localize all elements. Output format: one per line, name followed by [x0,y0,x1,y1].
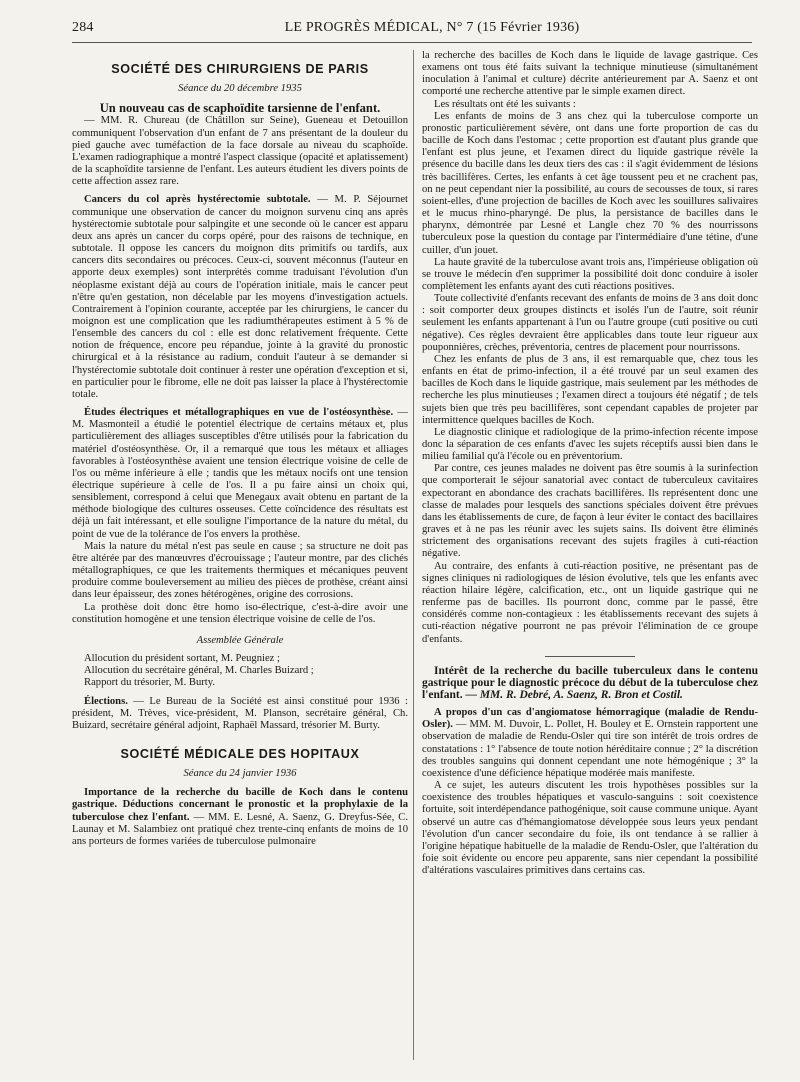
column-rule [413,50,414,1060]
session-date-1: Séance du 20 décembre 1935 [178,83,302,95]
article-body-cancers-col: — M. P. Séjournet communique une observation de cancer du moignon survenu cinq ans après hystérectomie subtotale pour salpingite et une seconde où le cancer est apparu deux ans après un cancer du corps opéré, pour des raisons de technique, en subtotale. Il oppose les cancers du moignon dits primitifs ou tardifs, aux cancers dits secondaires ou précoces. Ceux-ci, souvent méconnus (l'auteur en apporte deux exemples) sont interprétés comme traduisant l'évolution d'un néoplasme existant déjà au cours de l'opération initiale, mais le cancer peut n'être qu'en gestation, non décelable par les moyens d'investigation actuels. Contrairement à l'opinion courante, acceptée par les chirurgiens, le cancer du moignon est une complication que les radiumthérapeutes estiment à 5 % de l'ensemble des cancers du col : elle est donc relativement fréquente. Cette notion de fréquence, encore peu répandue, jointe à la gravité du pronostic chirurgical et à la résistance au radium, conduit l'auteur à se demander si l'hystérectomie subtotale doit continuer à rester une opération d'exception et si, en particulier pour le fibrome, elle ne doit pas laisser la place à l'hystérectomie totale. [72,194,408,400]
assembly-line-1: Allocution du président sortant, M. Peugniez ; [84,653,280,665]
article-body-osteosynthese-2: Mais la nature du métal n'est pas seule en cause ; sa structure ne doit pas être altérée par des manœuvres d'écrouissage ; l'auteur montre, par des clichés métallographiques, ce que les traitements thermiques et mécaniques peuvent produire comme bouleversement au milieu des pièces de prothèse, créant ainsi dans leur épaisseur, des zones hétérogènes, origine des corrosions. [72,540,408,601]
right-paragraph-8: Par contre, ces jeunes malades ne doivent pas être soumis à la surinfection que comporterait le séjour sanatorial avec contact de tuberculeux cavitaires expectorant en abondance des crachats bacillifères. Ils représentent donc une classe de malades pour lesquels des sanctions spéciales doivent être prévues dans les établissements de cure, de façon à leur éviter le contact des bacillaires graves et à ne pas les réunir avec les sujets sains. Ils doivent être éliminés strictement des organisations recevant des sujets fragiles à cuti-réaction négative. [422,463,758,560]
article-body-koch-gastrique: — MM. E. Lesné, A. Saenz, G. Dreyfus-Sée, C. Launay et M. Salambiez ont pratiqué chez trente-cinq enfants de moins de 10 ans porteurs de formes variées de tuberculose pulmonaire [72,811,408,847]
right-paragraph-4: La haute gravité de la tuberculose avant trois ans, l'impérieuse obligation où se trouve le médecin d'en supprimer la possibilité doit donc conduire à isoler complètement les enfants ayant des cuti réactions positives. [422,256,758,292]
right-paragraph-3: Les enfants de moins de 3 ans chez qui la tuberculose comporte un pronostic particulièrement sévère, ont dans une forte proportion de cas du bacille de Koch dans l'estomac ; cette proportion est d'autant plus grande que l'enfant est plus jeune, et l'examen direct du liquide gastrique révèle la présence du bacille dans les deux tiers des cas : il s'agit évidemment de lésions très bacillifères. Certes, les enfants à cet âge toussent peu et ne crachent pas, on ne peut cependant nier la possibilité, au cours de secousses de toux, si rares soient-elles, d'une projection de bacilles de Koch avec les souillures salivaires et le mucus rhino-pharyngé. De plus, la persistance de bacilles dans le pharynx, démontrée par Lesné et Langle chez 70 % des nourrissons tuberculeux pose la question du contage par l'intermédiaire d'une tétine, d'une cuiller, d'un jouet. [422,110,758,256]
article-cancers-col [72,194,408,401]
section-divider [545,656,635,657]
running-head [72,20,752,42]
article-angiomatose [422,707,758,780]
assembly-line-3: Rapport du trésorier, M. Burty. [84,677,215,689]
article-title-cancers-col: Cancers du col après hystérectomie subtotale. [84,194,311,206]
right-paragraph-1: la recherche des bacilles de Koch dans le liquide de lavage gastrique. Ces examens ont tous été faits suivant la technique minutieuse (simultanément inoculation à l'animal et culture) décrite antérieurement par A. Saenz et ont comporté une recherche attentive par le simple examen direct. [422,50,758,98]
article-title-angiomatose: A propos d'un cas d'angiomatose hémorragique (maladie de Rendu-Osler). [422,707,758,731]
right-paragraph-9: Au contraire, des enfants à cuti-réaction positive, ne présentant pas de signes cliniques ni radiologiques de lésion évolutive, tels que les enfants avec réaction hilaire légère, calcification, etc., ont un liquide gastrique qui ne renferme pas de bacilles. Ils pourront donc, comme par le passé, être considérés comme non-contagieux : les établissements recevant des sujets à cuti-réaction négative pourront ne pas prévoir l'élimination de ce groupe d'enfants. [422,560,758,645]
article-body-angiomatose-2: A ce sujet, les auteurs discutent les trois hypothèses possibles sur la coexistence des troubles hépatiques et vasculo-sanguins : soit coexistence fortuite, soit interdépendance pathogénique, soit cause commune unique. Ayant observé un autre cas d'hémangiomatose développée sous leurs yeux pendant l'évolution d'un cancer secondaire du foie, ils ont tendance à se rallier à l'origine hépatique habituelle de la maladie de Rendu-Osler, que l'altération du foie soit évidente ou encore peu apparente, sans nier cependant la possibilité d'altérations vasculaires primitives dans certains cas. [422,780,758,877]
header-rule [72,42,752,43]
article-body-scaphoidite: — MM. R. Chureau (de Châtillon sur Seine), Gueneau et Detouillon communiquent l'observation d'un enfant de 7 ans présentant de la douleur du pied gauche avec tuméfaction de la face dorsale au niveau du scaphoïde. L'examen radiographique a montré l'aspect classique (opacité et aplatissement) de la scaphoïdite tarsienne de l'enfant. Les auteurs étudient les divers points de cette affection assez rare. [72,115,408,188]
article-osteosynthese [72,407,408,541]
article-interet-recherche [422,665,758,701]
elections-title: Élections. [84,695,128,707]
right-paragraph-7: Le diagnostic clinique et radiologique de la primo-infection récente impose donc la séparation de ces enfants d'avec les sujets réceptifs aussi bien dans le milieu familial qu'à l'école ou en préventorium. [422,426,758,463]
page-number: 284 [72,20,94,35]
right-paragraph-2: Les résultats ont été les suivants : [434,98,576,110]
assembly-line-2: Allocution du secrétaire général, M. Charles Buizard ; [84,665,314,677]
society-heading-chirurgiens: SOCIÉTÉ DES CHIRURGIENS DE PARIS [111,62,369,76]
article-title-interet-recherche: Intérêt de la recherche du bacille tuberculeux dans le contenu gastrique pour le diagnostic précoce du début de la tuberculose chez l'enfant. [422,664,758,701]
article-authors-interet-recherche: — MM. R. Debré, A. Saenz, R. Bron et Costil. [462,688,683,701]
article-body-osteosynthese-1: — M. Masmonteil a étudié le potentiel électrique de certains métaux et, plus particulièrement des alliages susceptibles d'être utilisés pour la fabrication du matériel d'ostéosynthèse. Or, il a remarqué que tous les métaux et alliages favorables à l'ostéosynthèse avaient une tension électrique voisine de celle de l'os ou même inférieure à elle ; tandis que les métaux nocifs ont une tension électrique supérieure à celle de l'os. Il a pu faire ainsi un choix qui, sensiblement, correspond à celui que Menegaux avait obtenu en partant de la méthode biologique des cultures osseuses. Cette coïncidence des résultats est déjà un fait intéressant, et elle souligne l'importance de la nature du métal, du point de vue de la tolérance de l'os envers la prothèse. [72,407,408,540]
article-body-osteosynthese-3: La prothèse doit donc être homo iso-électrique, c'est-à-dire avoir une constitution homogène et une tension électrique voisine de celle de l'os. [72,601,408,625]
article-body-angiomatose: — MM. M. Duvoir, L. Pollet, H. Bouley et E. Ornstein rapportent une observation de maladie de Rendu-Osler qui tire son intérêt de trois ordres de constatations : 1° l'absence de toute notion héréditaire connue ; 2° la discrétion des troubles sanguins qui donnent cependant une note hémogénique ; 3° la coexistence d'une déficience hépatique modérée mais manifeste. [422,719,758,779]
left-column [72,50,408,1070]
session-date-2: Séance du 24 janvier 1936 [183,768,297,780]
elections-paragraph [72,696,408,732]
right-paragraph-5: Toute collectivité d'enfants recevant des enfants de moins de 3 ans doit donc : soit comporter deux groupes distincts et isolés l'un de l'autre, soit réunir seulement les enfants appartenant à l'un ou l'autre groupe (cuti positive ou cuti négative). Ces règles devraient être applicables dans toute leur rigueur aux pouponnières, crèches, préventoria, centres de placement pour nourrissons. [422,293,758,353]
elections-body: — Le Bureau de la Société est ainsi constitué pour 1936 : président, M. Trèves, vice-président, M. Planson, secrétaire général, Ch. Buizard, secrétaire général adjoint, Raphaël Massard, trésorier M. Burty. [72,695,408,731]
article-title-scaphoidite: Un nouveau cas de scaphoïdite tarsienne de l'enfant. [99,101,381,116]
article-title-koch-gastrique: Importance de la recherche du bacille de Koch dans le contenu gastrique. Déductions concernant le pronostic et la prophylaxie de la tuberculose chez l'enfant. [72,787,408,823]
article-koch-gastrique [72,787,408,848]
assembly-heading: Assemblée Générale [196,634,284,646]
right-paragraph-6: Chez les enfants de plus de 3 ans, il est remarquable que, chez tous les enfants en état de primo-infection, il a été trouvé par un seul examen des bacilles de Koch dans le liquide gastrique, mais seulement par les méthodes de recherche les plus minutieuses ; l'examen direct a toujours été négatif ; de tels sujets bien que très peu bacillifères, sont cependant capables de projeter par intermittence quelques bacilles de Koch. [422,353,758,426]
right-column [422,50,758,1070]
journal-title: LE PROGRÈS MÉDICAL, N° 7 (15 Février 1936) [284,20,580,35]
article-title-osteosynthese: Études électriques et métallographiques en vue de l'ostéosynthèse. [84,407,394,419]
society-heading-hopitaux: SOCIÉTÉ MÉDICALE DES HOPITAUX [120,746,360,761]
